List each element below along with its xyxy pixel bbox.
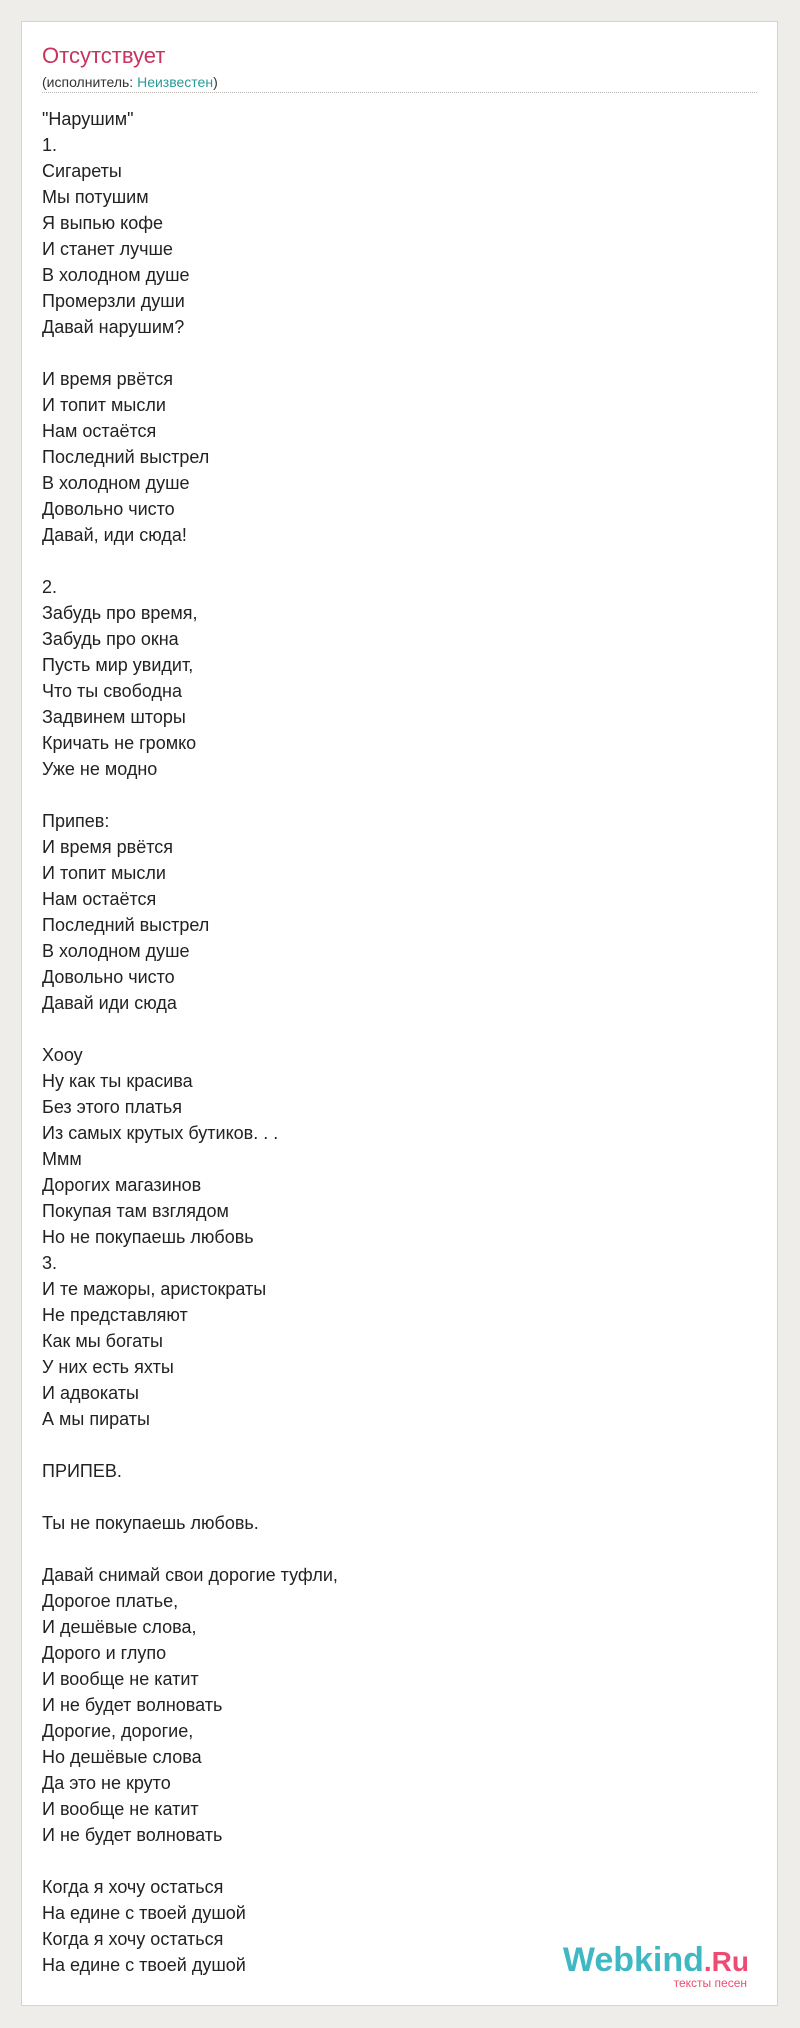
logo-brand: Webkind (562, 1941, 704, 1979)
title-divider (42, 92, 757, 93)
logo-tagline: тексты песен (673, 1976, 747, 1990)
artist-suffix: ) (213, 74, 218, 90)
site-logo[interactable] (563, 1943, 749, 1989)
logo-tld: .Ru (703, 1946, 749, 1977)
artist-prefix: (исполнитель: (42, 74, 138, 90)
artist-line (42, 73, 218, 91)
artist-link[interactable]: Неизвестен (137, 74, 214, 90)
lyrics-text: "Нарушим" 1. Сигареты Мы потушим Я выпью кофе И станет лучше В холодном душе Промерзли души Давай нарушим? И время рвётся И топит мысли Нам остаётся Последний выстрел В холодном душе Довольно чисто Давай, иди сюда! 2. Забудь про время, Забудь про окна Пусть мир увидит, Что ты свободна Задвинем шторы Кричать не громко Уже не модно Припев: И время рвётся И топит мысли Нам остаётся Последний выстрел В холодном душе Довольно чисто Давай иди сюда Хооу Ну как ты красива Без этого платья Из самых крутых бутиков. . . Ммм Дорогих магазинов Покупая там взглядом Но не покупаешь любовь 3. И те мажоры, аристократы Не представляют Как мы богаты У них есть яхты И адвокаты А мы пираты ПРИПЕВ. Ты не покупаешь любовь. Давай снимай свои дорогие туфли, Дорогое платье, И дешёвые слова, Дорого и глупо И вообще не катит И не будет волновать Дорогие, дорогие, Но дешёвые слова Да это не круто И вообще не катит И не будет волновать Когда я хочу остаться На едине с твоей душой Когда я хочу остаться На едине с твоей душой (42, 109, 338, 1975)
lyrics-card (21, 21, 778, 2006)
song-title: Отсутствует (42, 43, 166, 68)
logo-wordmark (563, 1943, 749, 1979)
